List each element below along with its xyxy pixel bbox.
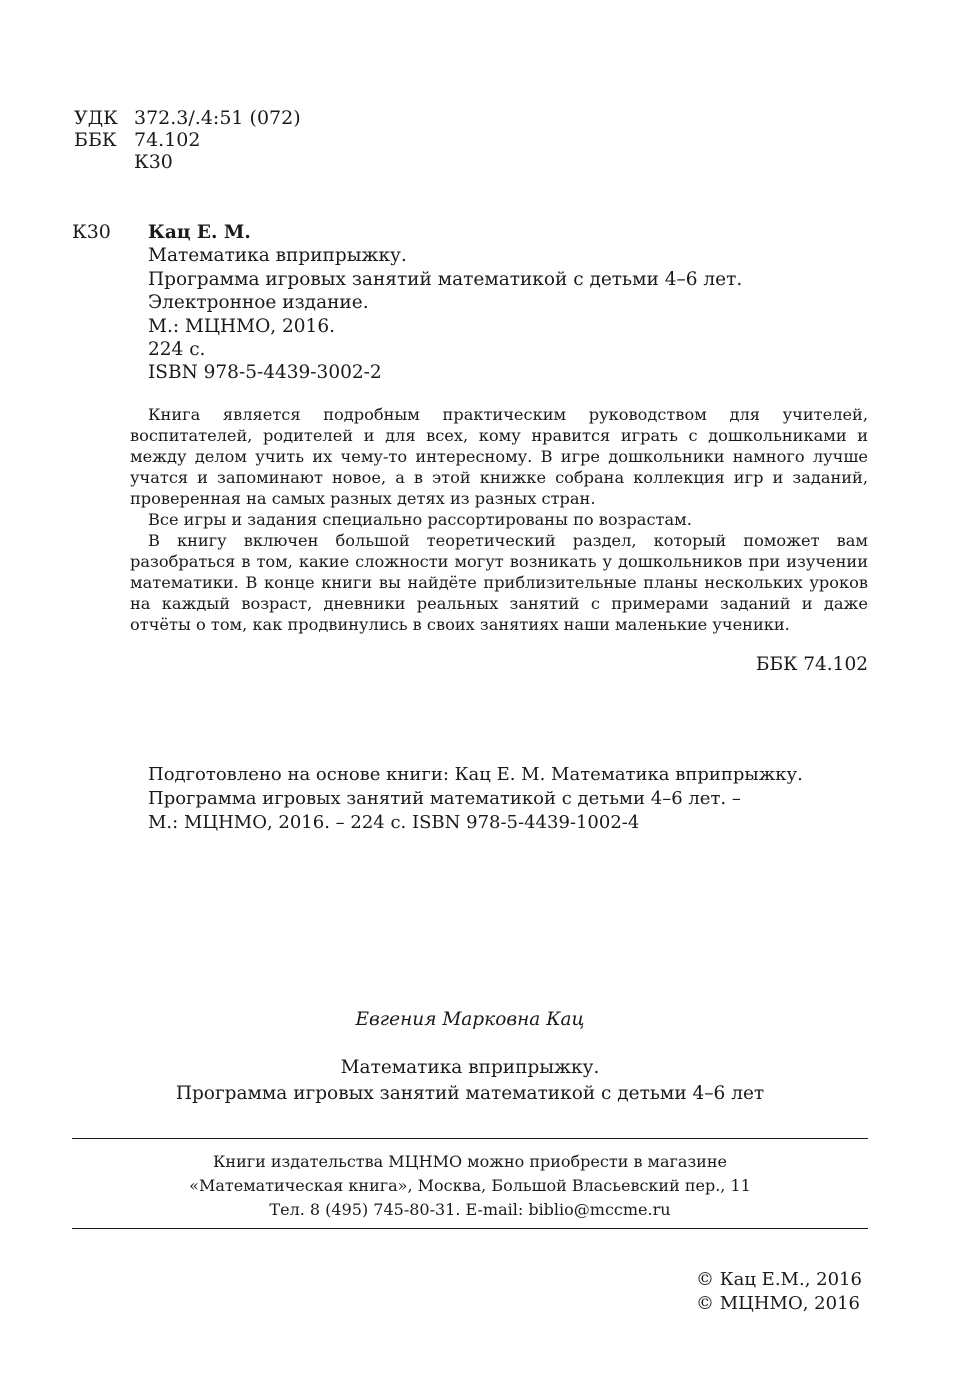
store-line: Книги издательства МЦНМО можно приобрести в магазине xyxy=(213,1152,727,1171)
copyright-publisher: © МЦНМО, 2016 xyxy=(696,1293,860,1314)
card-pages: 224 с. xyxy=(148,339,206,361)
divider-bottom xyxy=(72,1228,868,1229)
author-mark: К30 xyxy=(134,151,173,173)
udk-value: 372.3/.4:51 (072) xyxy=(134,107,301,129)
bbk-label: ББК xyxy=(74,129,117,151)
store-info xyxy=(72,1150,868,1222)
card-author: Кац Е. М. xyxy=(148,222,251,243)
catalog-card xyxy=(148,221,742,385)
classification-block xyxy=(74,107,301,173)
store-contact: Тел. 8 (495) 745-80-31. E-mail: biblio@mccme.ru xyxy=(269,1200,671,1219)
card-edition: Электронное издание. xyxy=(148,292,369,314)
author-mark-row xyxy=(74,151,301,173)
based-on-note xyxy=(148,763,803,835)
based-on-line: Подготовлено на основе книги: Кац Е. М. Математика вприпрыжку. xyxy=(148,764,803,785)
store-line: «Математическая книга», Москва, Большой Власьевский пер., 11 xyxy=(189,1176,751,1195)
card-publisher: М.: МЦНМО, 2016. xyxy=(148,315,335,337)
udk-label: УДК xyxy=(74,107,118,129)
card-title: Математика вприпрыжку. xyxy=(148,245,407,267)
annotation-paragraph: Книга является подробным практическим руководством для учителей, воспитателей, родителей и для всех, кому нравится играть с дошкольниками и между делом учить их чему-то интересному. В игре дошкольники намного лучше учатся и запоминают новое, а в этой книжке собрана коллекция игр и заданий, проверенная на самых разных детях из разных стран. xyxy=(130,405,868,508)
card-code: К30 xyxy=(72,221,111,243)
annotation-paragraph: Все игры и задания специально рассортированы по возрастам. xyxy=(148,510,692,529)
annotation-bbk: ББК 74.102 xyxy=(755,654,868,675)
udk-row xyxy=(74,107,301,129)
annotation-paragraph: В книгу включен большой теоретический раздел, который поможет вам разобраться в том, какие сложности могут возникать у дошкольников при изучении математики. В конце книги вы найдёте приблизительные планы нескольких уроков на каждый возраст, дневники реальных занятий с примерами заданий и даже отчёты о том, как продвинулись в своих занятиях наши маленькие ученики. xyxy=(130,531,868,634)
divider-top xyxy=(72,1138,868,1139)
card-subtitle: Программа игровых занятий математикой с детьми 4–6 лет. xyxy=(148,268,743,290)
annotation xyxy=(130,404,868,635)
title-line: Математика вприпрыжку. xyxy=(340,1057,600,1078)
card-isbn: ISBN 978-5-4439-3002-2 xyxy=(148,362,382,384)
based-on-line: Программа игровых занятий математикой с детьми 4–6 лет. – xyxy=(148,788,741,809)
subtitle-line: Программа игровых занятий математикой с детьми 4–6 лет xyxy=(175,1083,765,1104)
bbk-row xyxy=(74,129,301,151)
author-full-name: Евгения Марковна Кац xyxy=(355,1009,585,1030)
copyright-block xyxy=(696,1268,862,1316)
title-block xyxy=(0,1055,940,1107)
bbk-value: 74.102 xyxy=(134,129,201,151)
based-on-line: М.: МЦНМО, 2016. – 224 с. ISBN 978-5-4439-1002-4 xyxy=(148,812,640,833)
copyright-author: © Кац Е.М., 2016 xyxy=(696,1269,862,1290)
